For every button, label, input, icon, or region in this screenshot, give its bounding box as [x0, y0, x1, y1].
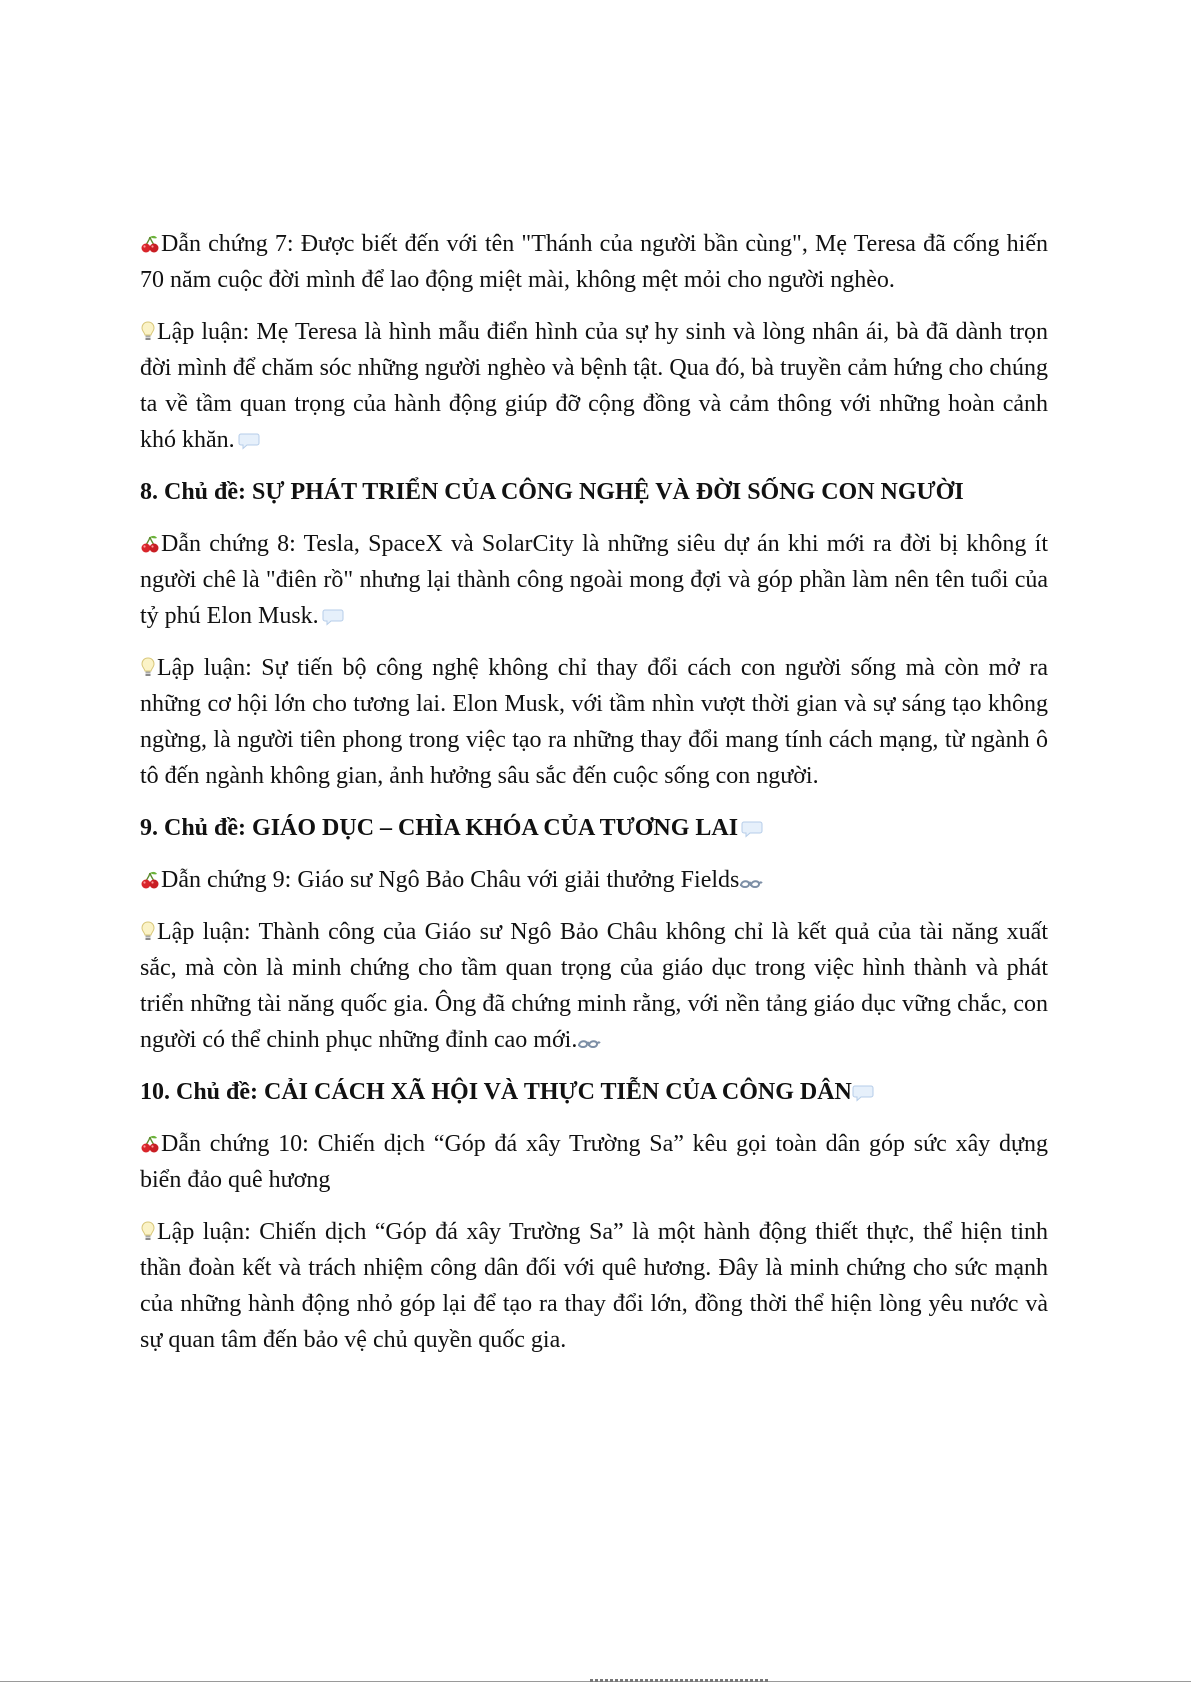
evidence-9-paragraph — [140, 862, 1048, 898]
argument-8-paragraph — [140, 650, 1048, 794]
topic-10-heading-text: 10. Chủ đề: CẢI CÁCH XÃ HỘI VÀ THỰC TIỄN CỦA CÔNG DÂN — [140, 1079, 852, 1105]
argument-7-text: Lập luận: Mẹ Teresa là hình mẫu điển hình của sự hy sinh và lòng nhân ái, bà đã dành trọn đời mình để chăm sóc những người nghèo và bệnh tật. Qua đó, bà truyền cảm hứng cho chúng ta về tầm quan trọng của hành động giúp đỡ cộng đồng và cảm thông với những hoàn cảnh khó khăn. — [140, 319, 1048, 453]
evidence-10-paragraph — [140, 1126, 1048, 1198]
loop-icon — [577, 1036, 601, 1050]
loop-icon — [739, 876, 763, 890]
cherry-icon — [140, 1134, 160, 1154]
evidence-8-text: Dẫn chứng 8: Tesla, SpaceX và SolarCity là những siêu dự án khi mới ra đời bị không ít người chê là "điên rồ" nhưng lại thành công ngoài mong đợi và góp phần làm nên tên tuổi của tỷ phú Elon Musk. — [140, 531, 1048, 629]
page-bottom-rule-mark — [590, 1679, 770, 1682]
lightbulb-icon — [140, 656, 156, 678]
cherry-icon — [140, 234, 160, 254]
evidence-7-text: Dẫn chứng 7: Được biết đến với tên "Thánh của người bần cùng", Mẹ Teresa đã cống hiến 70 năm cuộc đời mình để lao động miệt mài, không mệt mỏi cho người nghèo. — [140, 231, 1048, 293]
topic-9-heading-text: 9. Chủ đề: GIÁO DỤC – CHÌA KHÓA CỦA TƯƠNG LAI — [140, 815, 739, 841]
evidence-10-text: Dẫn chứng 10: Chiến dịch “Góp đá xây Trường Sa” kêu gọi toàn dân góp sức xây dựng biển đảo quê hương — [140, 1131, 1048, 1193]
argument-9-paragraph — [140, 914, 1048, 1058]
speech-bubble-icon — [322, 608, 344, 626]
speech-bubble-icon — [852, 1084, 874, 1102]
lightbulb-icon — [140, 320, 156, 342]
topic-8-heading: 8. Chủ đề: SỰ PHÁT TRIỂN CỦA CÔNG NGHỆ VÀ ĐỜI SỐNG CON NGƯỜI — [140, 479, 964, 505]
argument-10-text: Lập luận: Chiến dịch “Góp đá xây Trường Sa” là một hành động thiết thực, thể hiện tinh thần đoàn kết và trách nhiệm công dân đối với quê hương. Đây là minh chứng cho sức mạnh của những hành động nhỏ góp lại để tạo ra thay đổi lớn, đồng thời thể hiện lòng yêu nước và sự quan tâm đến bảo vệ chủ quyền quốc gia. — [140, 1219, 1048, 1353]
lightbulb-icon — [140, 920, 156, 942]
evidence-9-text: Dẫn chứng 9: Giáo sư Ngô Bảo Châu với giải thưởng Fields — [161, 867, 740, 893]
speech-bubble-icon — [741, 820, 763, 838]
evidence-8-paragraph — [140, 526, 1048, 634]
argument-7-paragraph — [140, 314, 1048, 458]
document-body — [140, 226, 1048, 1374]
topic-9-heading — [140, 810, 1048, 846]
cherry-icon — [140, 534, 160, 554]
speech-bubble-icon — [238, 432, 260, 450]
evidence-7-paragraph — [140, 226, 1048, 298]
argument-10-paragraph — [140, 1214, 1048, 1358]
cherry-icon — [140, 870, 160, 890]
topic-10-heading — [140, 1074, 1048, 1110]
lightbulb-icon — [140, 1220, 156, 1242]
argument-8-text: Lập luận: Sự tiến bộ công nghệ không chỉ thay đổi cách con người sống mà còn mở ra những cơ hội lớn cho tương lai. Elon Musk, với tầm nhìn vượt thời gian và sự sáng tạo không ngừng, là người tiên phong trong việc tạo ra những thay đổi mang tính cách mạng, từ ngành ô tô đến ngành không gian, ảnh hưởng sâu sắc đến cuộc sống con người. — [140, 655, 1048, 789]
argument-9-text: Lập luận: Thành công của Giáo sư Ngô Bảo Châu không chỉ là kết quả của tài năng xuất sắc, mà còn là minh chứng cho tầm quan trọng của giáo dục trong việc hình thành và phát triển những tài năng quốc gia. Ông đã chứng minh rằng, với nền tảng giáo dục vững chắc, con người có thể chinh phục những đỉnh cao mới. — [140, 919, 1048, 1053]
